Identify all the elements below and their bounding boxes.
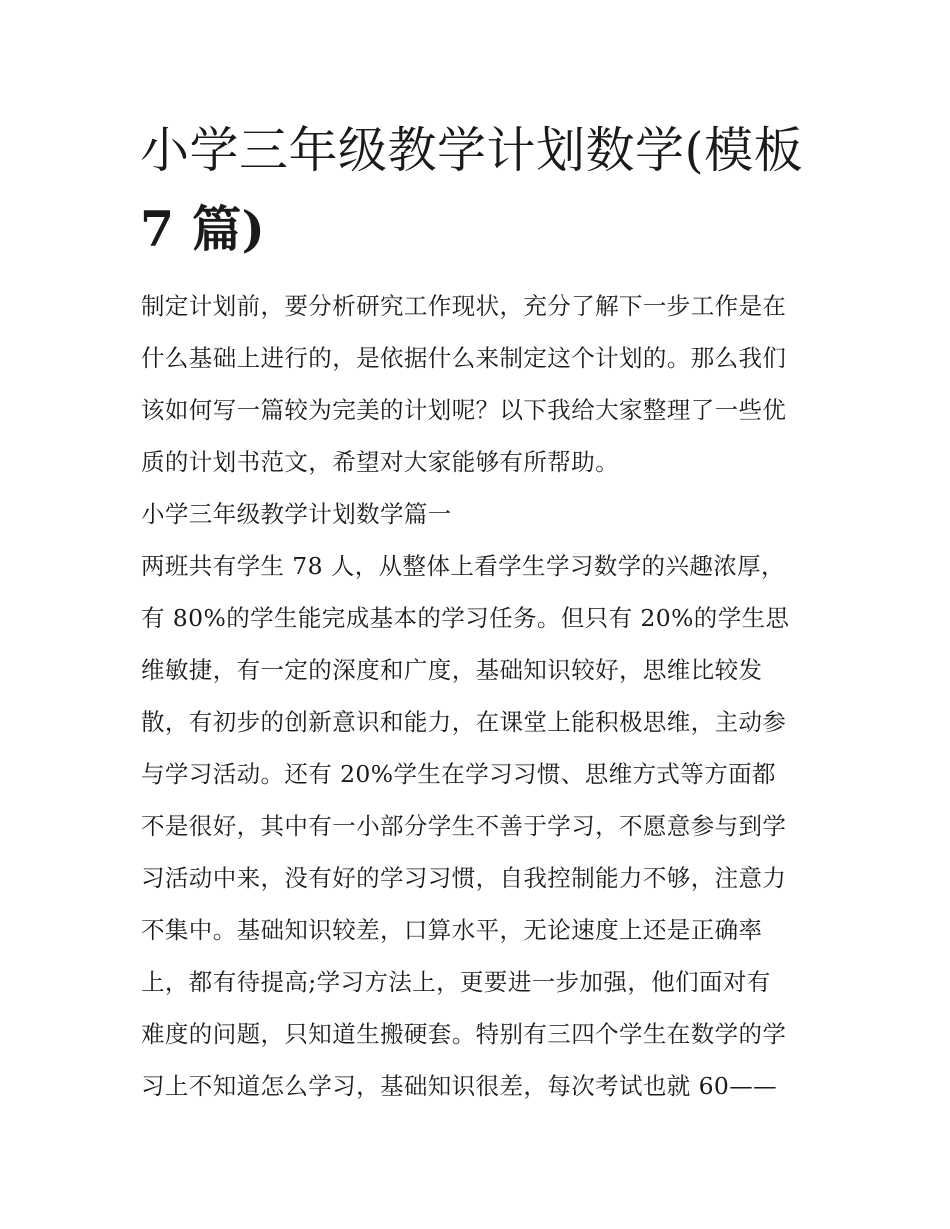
section-line: 两班共有学生 78 人，从整体上看学生学习数学的兴趣浓厚， (141, 552, 785, 580)
section-line: 上，都有待提高;学习方法上，更要进一步加强，他们面对有 (141, 968, 771, 996)
section-line: 难度的问题，只知道生搬硬套。特别有三四个学生在数学的学 (141, 1020, 787, 1048)
section-line: 习上不知道怎么学习，基础知识很差，每次考试也就 60—— (141, 1072, 778, 1100)
section-line: 维敏捷，有一定的深度和广度，基础知识较好，思维比较发 (141, 656, 763, 684)
intro-line: 该如何写一篇较为完美的计划呢？以下我给大家整理了一些优 (141, 396, 787, 424)
document-body (141, 280, 816, 1112)
section-line: 与学习活动。还有 20%学生在学习习惯、思维方式等方面都 (141, 760, 776, 788)
title-line-2: 7 篇) (140, 200, 266, 258)
title-line-1: 小学三年级教学计划数学(模板 (140, 122, 804, 179)
section-line: 习活动中来，没有好的学习习惯，自我控制能力不够，注意力 (141, 864, 787, 892)
section-line: 不是很好，其中有一小部分学生不善于学习，不愿意参与到学 (141, 812, 787, 840)
intro-line: 什么基础上进行的，是依据什么来制定这个计划的。那么我们 (141, 344, 787, 372)
section-heading: 小学三年级教学计划数学篇一 (141, 500, 452, 528)
section-line: 不集中。基础知识较差，口算水平，无论速度上还是正确率 (141, 916, 763, 944)
section-line: 散，有初步的创新意识和能力，在课堂上能积极思维，主动参 (141, 708, 787, 736)
intro-line: 制定计划前，要分析研究工作现状，充分了解下一步工作是在 (141, 292, 787, 320)
document-title (140, 112, 840, 268)
intro-line: 质的计划书范文，希望对大家能够有所帮助。 (141, 448, 619, 476)
section-line: 有 80%的学生能完成基本的学习任务。但只有 20%的学生思 (141, 604, 790, 632)
